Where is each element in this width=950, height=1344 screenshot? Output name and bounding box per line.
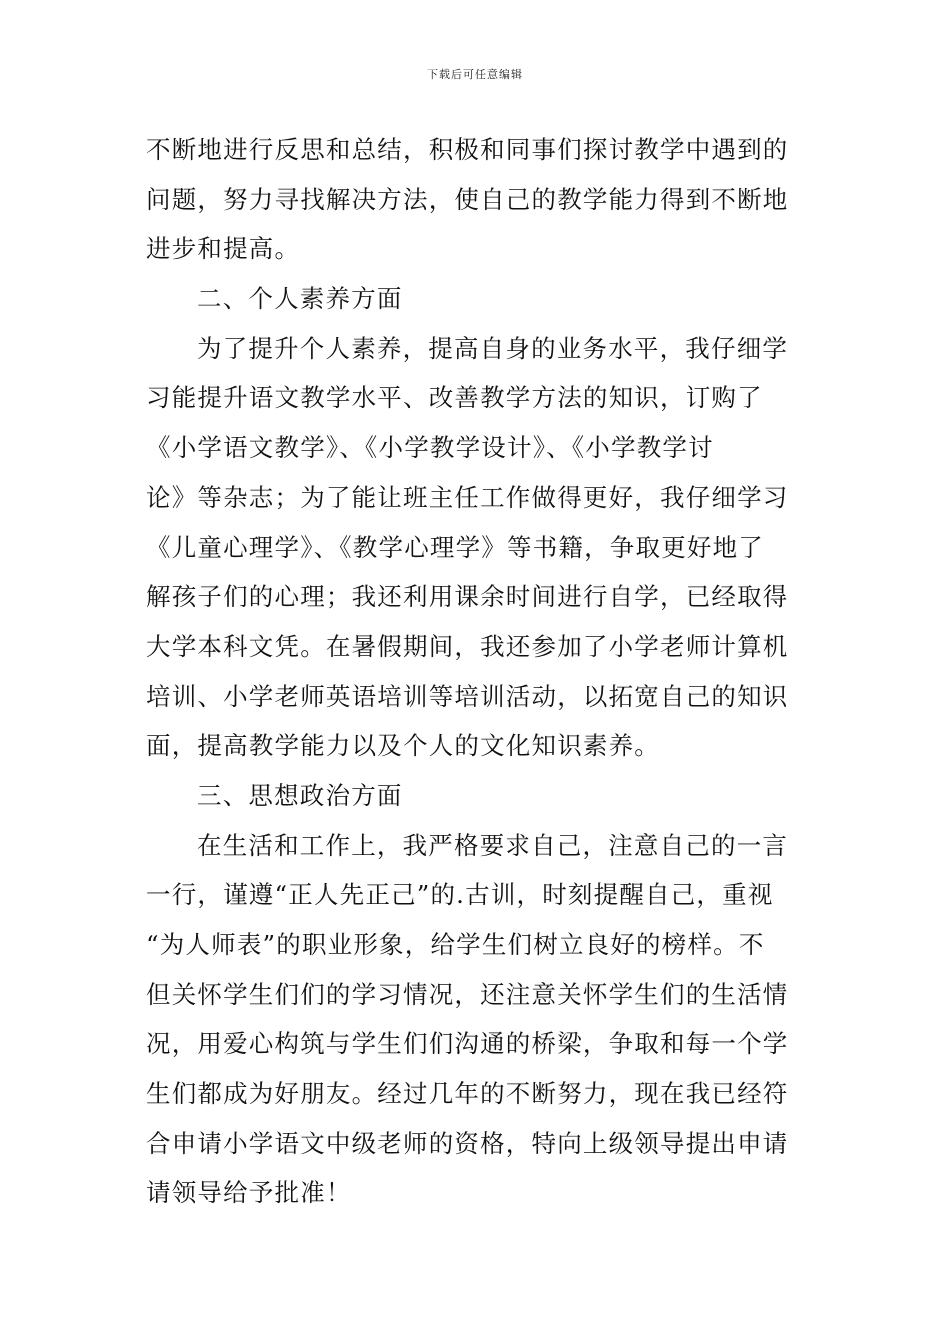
text-line: 在生活和工作上，我严格要求自己，注意自己的一言: [197, 830, 789, 860]
document-body: [146, 125, 806, 1218]
text-line: 培训、小学老师英语培训等培训活动，以拓宽自己的知识: [146, 681, 789, 711]
text-line: 不断地进行反思和总结，积极和同事们探讨教学中遇到的: [146, 135, 789, 164]
text-line: 进步和提高。: [146, 234, 301, 264]
text-line: 二、个人素养方面: [197, 284, 403, 314]
page-header: 下载后可任意编辑: [427, 68, 523, 81]
text-line: 生们都成为好朋友。经过几年的不断努力，现在我已经符: [146, 1079, 789, 1109]
text-line: “为人师表”的职业形象，给学生们树立良好的榜样。不: [146, 930, 765, 959]
text-line: 请领导给予批准！: [146, 1178, 352, 1208]
text-line: 一行，谨遵“正人先正己”的.古训，时刻提醒自己，重视: [146, 880, 774, 910]
text-line: 但关怀学生们们的学习情况，还注意关怀学生们的生活情: [146, 979, 789, 1009]
text-line: 问题，努力寻找解决方法，使自己的教学能力得到不断地: [146, 184, 789, 214]
text-line: 为了提升个人素养，提高自身的业务水平，我仔细学: [197, 333, 789, 363]
text-line: 况，用爱心构筑与学生们们沟通的桥梁，争取和每一个学: [146, 1029, 789, 1059]
text-line: 论》等杂志；为了能让班主任工作做得更好，我仔细学习: [146, 482, 789, 512]
text-line: 《儿童心理学》、《教学心理学》等书籍，争取更好地了: [146, 532, 764, 562]
text-line: 合申请小学语文中级老师的资格，特向上级领导提出申请: [146, 1128, 789, 1158]
text-line: 三、思想政治方面: [197, 780, 403, 810]
text-line: 习能提升语文教学水平、改善教学方法的知识，订购了: [146, 383, 763, 413]
text-line: 解孩子们的心理；我还利用课余时间进行自学，已经取得: [146, 582, 789, 612]
text-line: 大学本科文凭。在暑假期间，我还参加了小学老师计算机: [146, 631, 789, 661]
text-line: 《小学语文教学》、《小学教学设计》、《小学教学讨: [146, 433, 714, 463]
text-line: 面，提高教学能力以及个人的文化知识素养。: [146, 731, 660, 761]
